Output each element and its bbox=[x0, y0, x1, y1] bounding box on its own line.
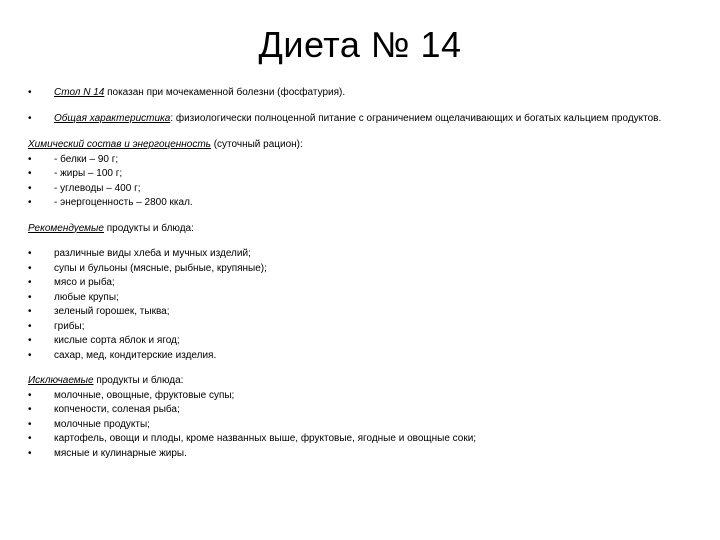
bullet-icon: • bbox=[28, 112, 32, 124]
chem-item bbox=[28, 196, 698, 211]
chem-heading-tail: (суточный рацион): bbox=[210, 139, 303, 150]
excluded-heading bbox=[28, 374, 698, 389]
chem-heading bbox=[28, 138, 698, 153]
excluded-item-text: молочные продукты; bbox=[54, 418, 150, 430]
chem-heading-lead: Химический состав и энергоценность bbox=[28, 139, 211, 150]
recommended-item bbox=[28, 262, 698, 277]
recommended-item bbox=[28, 334, 698, 349]
excluded-item bbox=[28, 418, 698, 433]
bullet-icon: • bbox=[28, 335, 32, 346]
intro-tail: показан при мочекаменной болезни (фосфатурия). bbox=[104, 87, 346, 98]
chem-item bbox=[28, 153, 698, 168]
slide-body bbox=[28, 86, 698, 461]
recommended-item bbox=[28, 320, 698, 335]
recommended-item bbox=[28, 276, 698, 291]
excluded-item-text: копчености, соленая рыба; bbox=[54, 404, 180, 415]
recommended-item bbox=[28, 247, 698, 262]
recommended-item-text: различные виды хлеба и мучных изделий; bbox=[54, 248, 251, 259]
intro-text bbox=[54, 86, 698, 101]
intro-lead: Стол N 14 bbox=[54, 87, 105, 98]
bullet-icon: • bbox=[28, 306, 32, 317]
bullet-icon: • bbox=[28, 349, 32, 361]
bullet-icon: • bbox=[28, 404, 32, 415]
chem-item-text: - жиры – 100 г; bbox=[54, 168, 123, 179]
excluded-heading-tail: продукты и блюда: bbox=[93, 375, 184, 386]
bullet-icon: • bbox=[28, 277, 32, 288]
bullet-icon: • bbox=[28, 418, 32, 430]
excluded-item-text: мясные и кулинарные жиры. bbox=[54, 447, 187, 459]
chem-item bbox=[28, 182, 698, 197]
bullet-icon: • bbox=[28, 447, 32, 459]
excluded-item bbox=[28, 389, 698, 404]
excluded-item-text: молочные, овощные, фруктовые супы; bbox=[54, 389, 235, 401]
bullet-icon: • bbox=[28, 433, 32, 444]
chem-item-text: - энергоценность – 2800 ккал. bbox=[54, 197, 193, 208]
slide-title: Диета № 14 bbox=[258, 24, 462, 65]
excluded-heading-lead: Исключаемые bbox=[28, 375, 94, 386]
recommended-heading-tail: продукты и блюда: bbox=[103, 222, 194, 234]
bullet-icon: • bbox=[28, 248, 32, 259]
recommended-item-text: супы и бульоны (мясные, рыбные, крупяные); bbox=[54, 262, 267, 274]
recommended-item bbox=[28, 349, 698, 364]
bullet-icon: • bbox=[28, 291, 32, 303]
bullet-icon: • bbox=[28, 168, 32, 179]
chem-item-text: - углеводы – 400 г; bbox=[54, 182, 141, 194]
bullet-icon: • bbox=[28, 320, 32, 332]
bullet-icon: • bbox=[28, 182, 32, 194]
intro-lead: Общая характеристика bbox=[54, 112, 171, 124]
bullet-icon: • bbox=[28, 197, 32, 208]
chem-item-text: - белки – 90 г; bbox=[54, 153, 119, 165]
bullet-icon: • bbox=[28, 87, 32, 98]
recommended-item-text: любые крупы; bbox=[54, 291, 119, 303]
intro-text bbox=[54, 112, 698, 127]
bullet-icon: • bbox=[28, 153, 32, 165]
recommended-item-text: кислые сорта яблок и ягод; bbox=[54, 335, 180, 346]
recommended-item bbox=[28, 291, 698, 306]
recommended-item-text: зеленый горошек, тыква; bbox=[54, 306, 170, 317]
intro-item bbox=[28, 86, 698, 101]
intro-tail: : физиологически полноценной питание с ограничением ощелачивающих и богатых кальцием продуктов. bbox=[170, 112, 662, 124]
recommended-heading-lead: Рекомендуемые bbox=[28, 222, 104, 234]
bullet-icon: • bbox=[28, 262, 32, 274]
recommended-item-text: сахар, мед, кондитерские изделия. bbox=[54, 349, 217, 361]
excluded-item bbox=[28, 403, 698, 418]
recommended-item bbox=[28, 305, 698, 320]
excluded-item bbox=[28, 447, 698, 462]
bullet-icon: • bbox=[28, 389, 32, 401]
chem-item bbox=[28, 167, 698, 182]
recommended-item-text: мясо и рыба; bbox=[54, 277, 115, 288]
intro-item bbox=[28, 112, 698, 127]
recommended-heading bbox=[28, 222, 698, 237]
excluded-item bbox=[28, 432, 698, 447]
excluded-item-text: картофель, овощи и плоды, кроме названных выше, фруктовые, ягодные и овощные соки; bbox=[54, 433, 477, 444]
recommended-item-text: грибы; bbox=[54, 320, 85, 332]
